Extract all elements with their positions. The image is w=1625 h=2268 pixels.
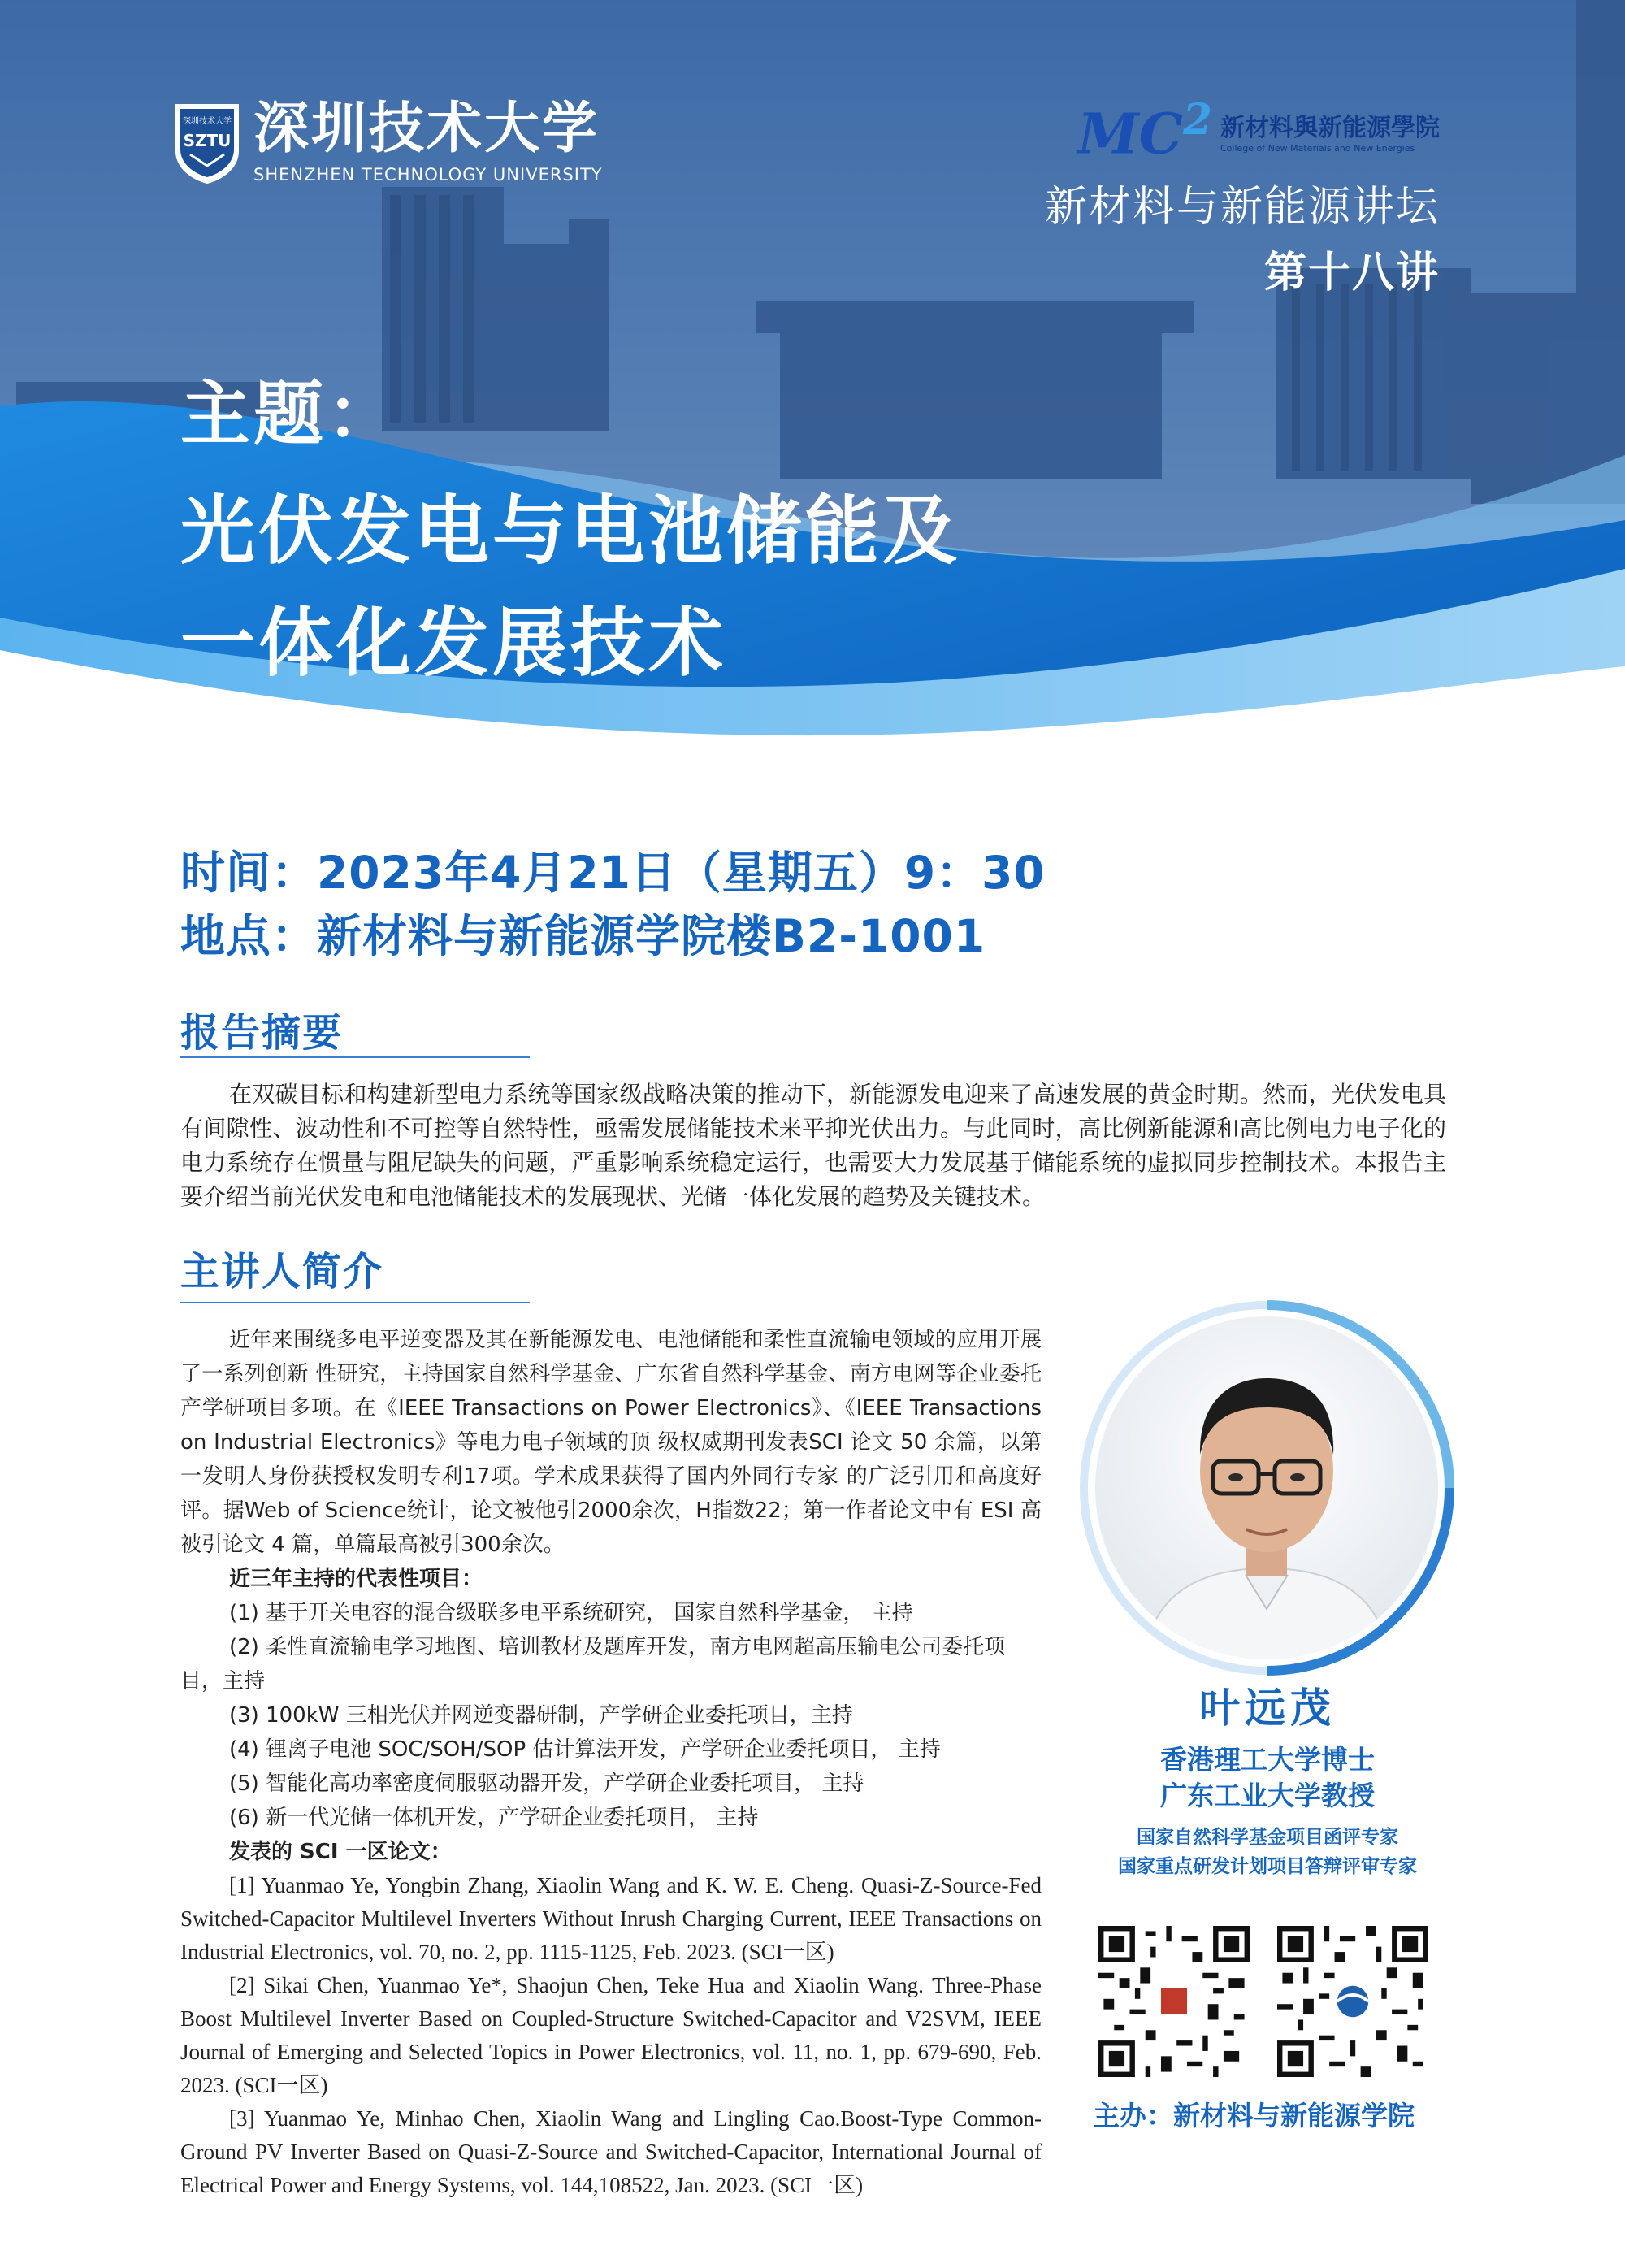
qr-code-left-icon[interactable] [1098,1926,1250,2077]
speaker-title-1: 香港理工大学博士 [1160,1744,1375,1776]
speaker-role-1: 国家自然科学基金项目函评专家 [1137,1827,1398,1848]
college-mark-text: MC [1077,102,1183,167]
speaker-bio [180,1323,1042,2202]
speaker-divider [180,1302,530,1303]
abstract-divider [180,1056,530,1058]
college-mark-sup: 2 [1182,95,1212,145]
project-item: (4) 锂离子电池 SOC/SOH/SOP 估计算法开发，产学研企业委托项目， 主持 [229,1737,941,1762]
college-mark-icon [1077,95,1212,167]
project-item: (1) 基于开关电容的混合级联多电平系统研究， 国家自然科学基金， 主持 [229,1601,913,1625]
paper-item: [2] Sikai Chen, Yuanmao Ye*, Shaojun Chen, Teke Hua and Xiaolin Wang. Three-Phase Boost Multilevel Inverter Based on Coupled-Structure Switched-Capacitor and V2SVM, IEEE Journal of Emerging and Selected Topics in Power Electronics, vol. 11, no. 1, pp. 679-690, Feb. 2023. (SCI一区) [180,1973,1042,2097]
title-label: 主题： [180,374,400,455]
title-line-1: 光伏发电与电池储能及 [180,488,961,575]
speaker-heading: 主讲人简介 [180,1249,384,1294]
college-name-en: College of New Materials and New Energies [1220,143,1415,154]
qr-code-right-icon[interactable] [1277,1926,1428,2077]
speaker-photo [1095,1316,1438,1659]
lecture-title [180,358,960,691]
title-line-2: 一体化发展技术 [180,600,727,687]
speaker-role-2: 国家重点研发计划项目答辩评审专家 [1118,1856,1417,1877]
abstract-heading: 报告摘要 [180,1010,344,1056]
university-logo [172,97,603,185]
project-item: (5) 智能化高功率密度伺服驱动器开发，产学研企业委托项目， 主持 [229,1771,864,1796]
forum-session: 第十八讲 [1263,249,1440,297]
event-time: 时间：2023年4月21日（星期五）9：30 [180,847,1046,899]
papers-heading: 发表的 SCI 一区论文： [229,1840,452,1864]
forum-name: 新材料与新能源讲坛 [1044,183,1440,232]
paper-item: [1] Yuanmao Ye, Yongbin Zhang, Xiaolin Wang and K. W. E. Cheng. Quasi-Z-Source-Fed Switched-Capacitor Multilevel Inverters Without Inrush Charging Current, IEEE Transactions on Industrial Electronics, vol. 70, no. 2, pp. 1115-1125, Feb. 2023. (SCI一区) [180,1873,1042,1964]
host-organizer: 主办：新材料与新能源学院 [1093,2100,1415,2131]
speaker-intro: 近年来围绕多电平逆变器及其在新能源发电、电池储能和柔性直流输电领域的应用开展了一系列创新 性研究，主持国家自然科学基金、广东省自然科学基金、南方电网等企业委托产学研项目多项。在《IEEE Transactions on Power Electronics》、《IEEE Transactions on Industrial Electronics》等电力电子领域的顶 级权威期刊发表SCI 论文 50 余篇，以第一发明人身份获授权发明专利17项。学术成果获得了国内外同行专家 的广泛引用和高度好评。据Web of Science统计，论文被他引2000余次，H指数22；第一作者论文中有 ESI 高被引论文 4 篇，单篇最高被引300余次。 [180,1328,1042,1557]
project-item: (3) 100kW 三相光伏并网逆变器研制，产学研企业委托项目，主持 [229,1703,853,1728]
college-logo [1077,95,1440,167]
shield-text: 深圳技术大学 [183,117,232,126]
abstract-text: 在双碳目标和构建新型电力系统等国家级战略决策的推动下，新能源发电迎来了高速发展的黄金时期。然而，光伏发电具有间隙性、波动性和不可控等自然特性，亟需发展储能技术来平抑光伏出力。与此同时，高比例新能源和高比例电力电子化的电力系统存在惯量与阻尼缺失的问题，严重影响系统稳定运行，也需要大力发展基于储能系统的虚拟同步控制技术。本报告主要介绍当前光伏发电和电池储能技术的发展现状、光储一体化发展的趋势及关键技术。 [180,1081,1446,1210]
speaker-name: 叶远茂 [1199,1685,1336,1732]
event-place: 地点：新材料与新能源学院楼B2-1001 [180,910,986,962]
university-name-en: SHENZHEN TECHNOLOGY UNIVERSITY [254,165,603,184]
projects-heading: 近三年主持的代表性项目： [229,1567,483,1591]
university-name-cn: 深圳技术大学 [254,97,600,161]
university-shield-icon [172,101,242,185]
speaker-title-2: 广东工业大学教授 [1160,1780,1375,1811]
project-item: (2) 柔性直流输电学习地图、培训教材及题库开发，南方电网超高压输电公司委托项目，主持 [180,1635,1006,1693]
shield-abbr: SZTU [183,131,232,150]
forum-info [1045,172,1440,299]
college-name-cn: 新材料與新能源學院 [1220,114,1440,143]
paper-item: [3] Yuanmao Ye, Minhao Chen, Xiaolin Wang and Lingling Cao.Boost-Type Common-Ground PV Inverter Based on Quasi-Z-Source and Switched-Capacitor, International Journal of Electrical Power and Energy Systems, vol. 144,108522, Jan. 2023. (SCI一区) [180,2106,1042,2197]
project-item: (6) 新一代光储一体机开发，产学研企业委托项目， 主持 [229,1806,759,1830]
speaker-portrait-icon [1095,1316,1438,1659]
